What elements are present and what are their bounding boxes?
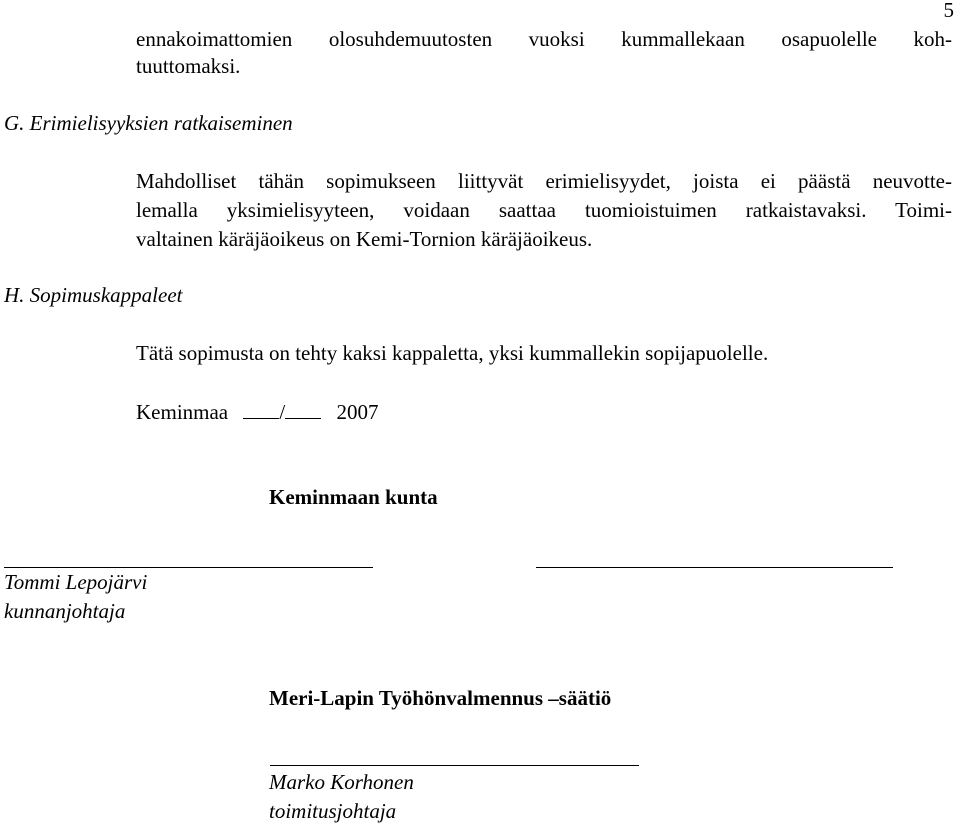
signature-line-left — [4, 567, 373, 568]
day-blank — [243, 400, 279, 419]
month-blank — [285, 400, 321, 419]
date-place: Keminmaa — [136, 400, 229, 424]
section-h-heading: H. Sopimuskappaleet — [4, 283, 183, 307]
date-line — [136, 400, 378, 423]
party2-signer-title: toimitusjohtaja — [269, 799, 397, 823]
date-year: 2007 — [336, 400, 379, 424]
intro-line-2: tuuttomaksi. — [136, 54, 241, 78]
section-g-line-1: Mahdolliset tähän sopimukseen liittyvät erimielisyydet, joista ei päästä neuvotte- — [136, 169, 952, 193]
intro-line-1: ennakoimattomien olosuhdemuutosten vuoksi kummallekaan osapuolelle koh- — [136, 27, 952, 51]
party1-name: Keminmaan kunta — [269, 485, 438, 509]
section-h-text: Tätä sopimusta on tehty kaksi kappaletta, yksi kummallekin sopijapuolelle. — [136, 341, 769, 365]
party1-signer-name: Tommi Lepojärvi — [4, 570, 148, 594]
section-g-heading: G. Erimielisyyksien ratkaiseminen — [4, 111, 293, 135]
signature-line-party2 — [270, 765, 639, 766]
page-number: 5 — [943, 0, 954, 22]
signature-line-right — [536, 567, 893, 568]
party2-signer-name: Marko Korhonen — [269, 770, 414, 794]
section-g-line-3: valtainen käräjäoikeus on Kemi-Tornion käräjäoikeus. — [136, 227, 593, 251]
section-g-line-2: lemalla yksimielisyyteen, voidaan saattaa tuomioistuimen ratkaistavaksi. Toimi- — [136, 198, 952, 222]
party1-signer-title: kunnanjohtaja — [4, 599, 126, 623]
date-separator: / — [279, 400, 286, 424]
party2-name: Meri-Lapin Työhönvalmennus –säätiö — [269, 686, 612, 710]
